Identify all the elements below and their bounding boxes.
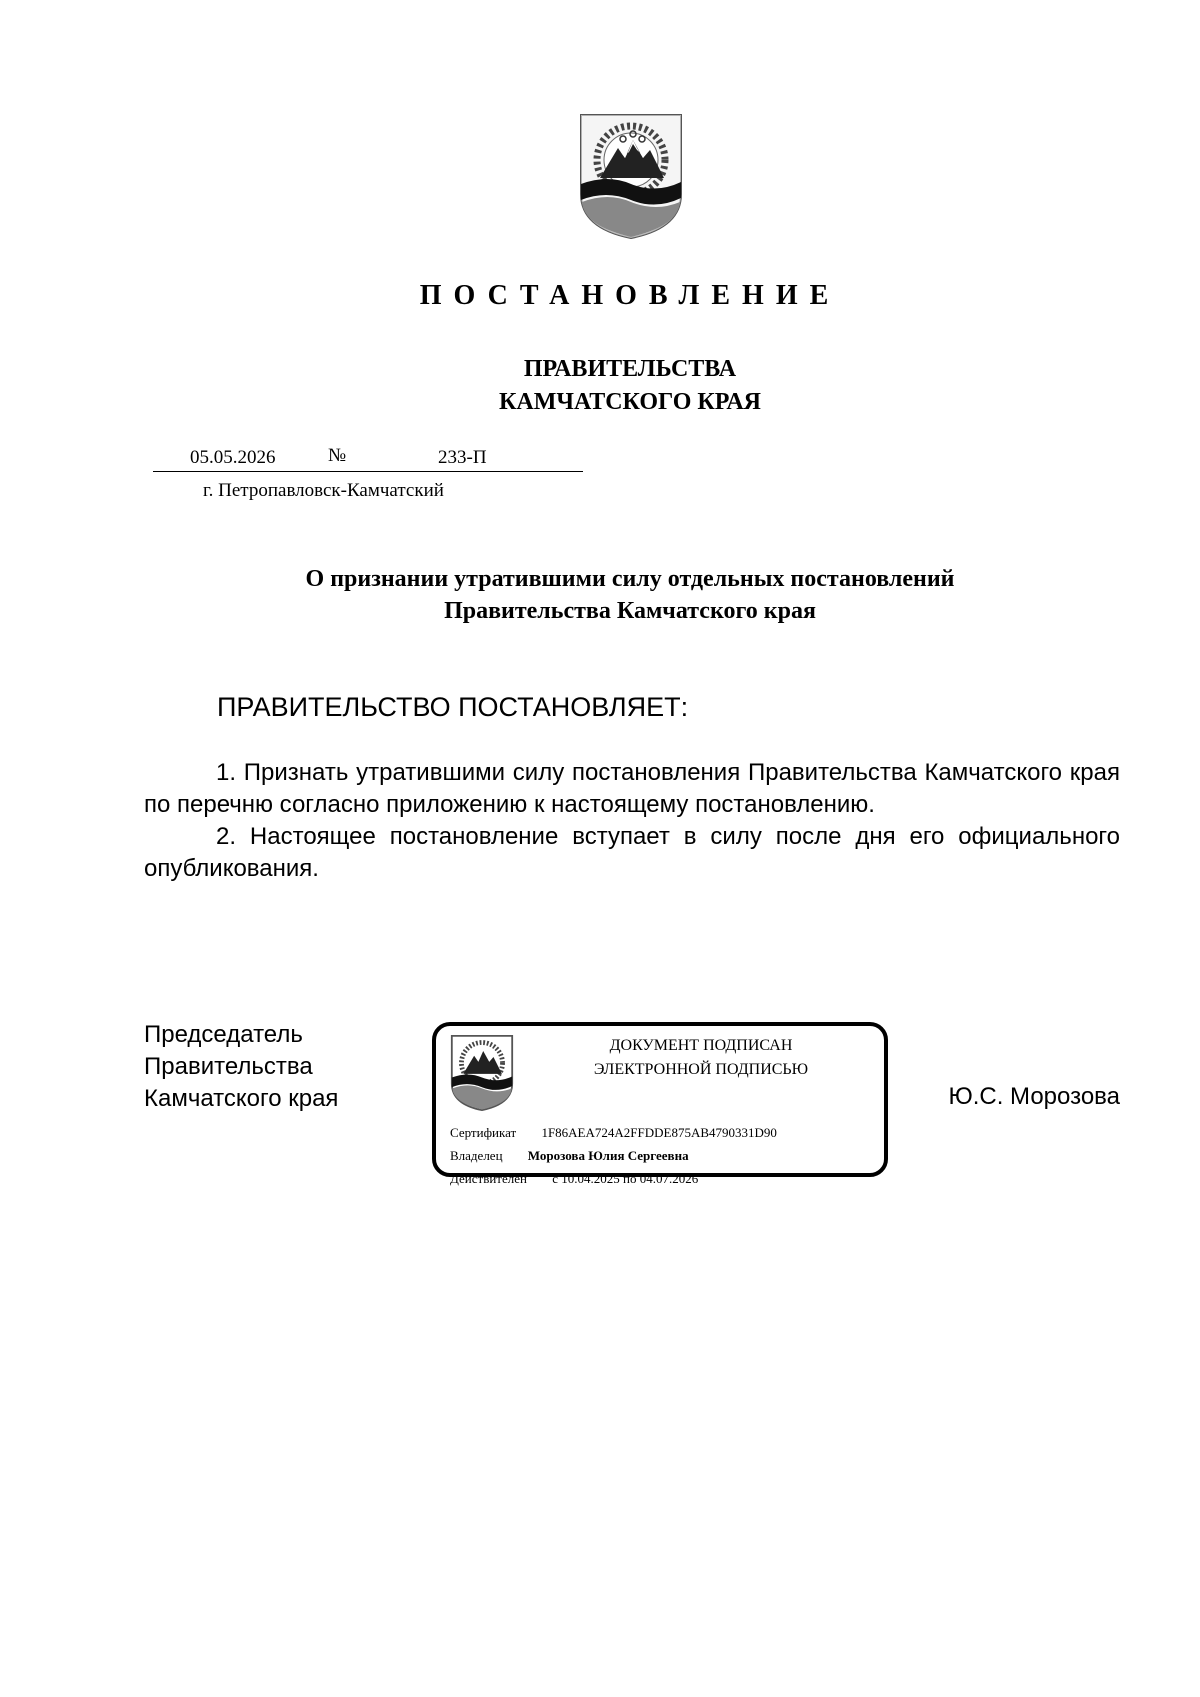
issuing-authority [420, 353, 840, 419]
document-subject [180, 563, 1080, 627]
coat-of-arms-icon [578, 112, 684, 241]
signer-position [144, 1019, 338, 1115]
validity-label: Действителен [450, 1171, 527, 1186]
date-number-line [153, 445, 583, 472]
stamp-certificate-row [450, 1125, 777, 1141]
stamp-title-line-1: ДОКУМЕНТ ПОДПИСАН [609, 1037, 793, 1054]
coat-of-arms-icon [450, 1034, 514, 1112]
body-item: 1. Признать утратившими силу постановления Правительства Камчатского края по перечню согласно приложению к настоящему постановлению. [144, 759, 1120, 818]
subject-line-2: Правительства Камчатского края [444, 598, 816, 624]
signer-position-line-1: Председатель [144, 1021, 303, 1048]
document-number: 233-П [438, 447, 487, 468]
owner-label: Владелец [450, 1148, 503, 1163]
electronic-signature-stamp [432, 1022, 888, 1186]
stamp-title-line-2: ЭЛЕКТРОННОЙ ПОДПИСЬЮ [593, 1061, 809, 1078]
number-sign: № [328, 445, 347, 466]
validity-value: с 10.04.2025 по 04.07.2026 [552, 1171, 699, 1186]
stamp-validity-row [450, 1171, 698, 1187]
stamp-title [531, 1034, 871, 1082]
document-date: 05.05.2026 [190, 447, 276, 468]
document-body [144, 757, 1120, 885]
owner-value: Морозова Юлия Сергеевна [527, 1148, 689, 1163]
signer-name: Ю.С. Морозова [948, 1083, 1120, 1110]
authority-line-2: КАМЧАТСКОГО КРАЯ [498, 389, 762, 415]
decree-heading: ПРАВИТЕЛЬСТВО ПОСТАНОВЛЯЕТ: [217, 692, 689, 722]
stamp-owner-row [450, 1148, 689, 1164]
document-type-title: ПОСТАНОВЛЕНИЕ [419, 280, 841, 311]
body-item: 2. Настоящее постановление вступает в силу после дня его официального опубликования. [144, 823, 1120, 882]
signer-position-line-3: Камчатского края [144, 1085, 339, 1112]
certificate-value: 1F86AEA724A2FFDDE875AB4790331D90 [541, 1125, 777, 1140]
authority-line-1: ПРАВИТЕЛЬСТВА [523, 356, 737, 382]
subject-line-1: О признании утратившими силу отдельных постановлений [305, 566, 955, 592]
signer-position-line-2: Правительства [144, 1053, 313, 1080]
place-of-issue: г. Петропавловск-Камчатский [203, 480, 444, 501]
certificate-label: Сертификат [450, 1125, 517, 1140]
